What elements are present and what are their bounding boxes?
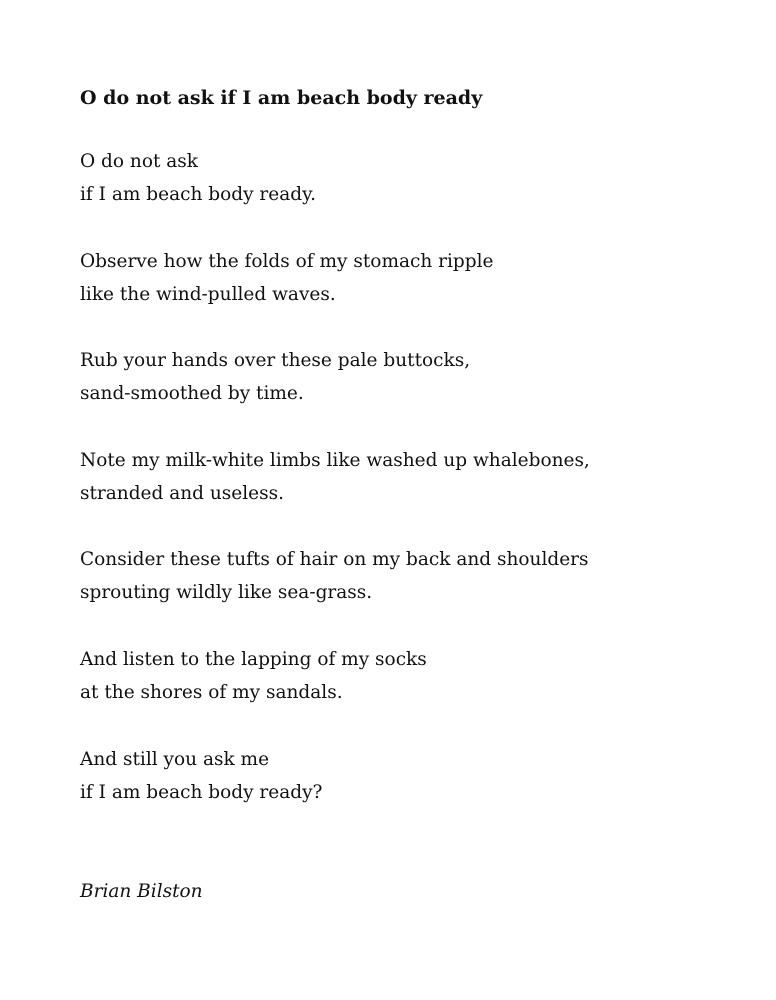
stanza-3 bbox=[80, 345, 470, 410]
poem-line: Note my milk-white limbs like washed up whalebones, bbox=[80, 450, 590, 471]
poem-line: if I am beach body ready? bbox=[80, 781, 323, 803]
poem-line: like the wind-pulled waves. bbox=[80, 283, 336, 305]
poem-title: O do not ask if I am beach body ready bbox=[80, 87, 483, 109]
poem-line: Consider these tufts of hair on my back and shoulders bbox=[80, 549, 589, 570]
poem-line: stranded and useless. bbox=[80, 482, 284, 504]
poem-line: at the shores of my sandals. bbox=[80, 681, 343, 703]
poem-line: And listen to the lapping of my socks bbox=[80, 649, 427, 670]
poem-line: Rub your hands over these pale buttocks, bbox=[80, 350, 471, 371]
poem-line: And still you ask me bbox=[80, 749, 270, 770]
poem-line: Observe how the folds of my stomach ripple bbox=[80, 251, 494, 272]
stanza-1 bbox=[80, 146, 316, 211]
poem-line: sprouting wildly like sea-grass. bbox=[80, 581, 373, 603]
author-name: Brian Bilston bbox=[80, 881, 203, 902]
stanza-2 bbox=[80, 246, 494, 311]
stanza-6 bbox=[80, 644, 427, 709]
stanza-7 bbox=[80, 744, 322, 809]
poem-line: sand-smoothed by time. bbox=[80, 382, 304, 404]
poem-line: if I am beach body ready. bbox=[80, 183, 316, 205]
stanza-5 bbox=[80, 544, 589, 609]
poem-line: O do not ask bbox=[80, 151, 199, 172]
stanza-4 bbox=[80, 445, 590, 510]
